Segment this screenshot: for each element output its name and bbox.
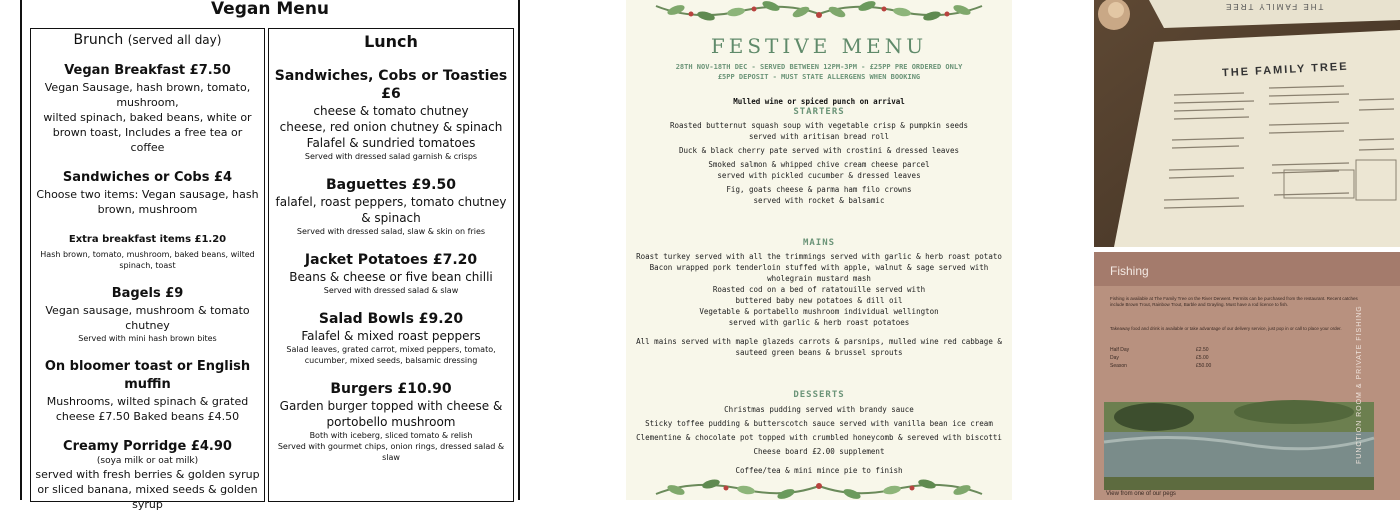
brunch-heading-note: (served all day) [127, 33, 222, 47]
price-label: Half Day [1110, 347, 1130, 353]
menu-line: Duck & black cherry pate served with crostini & dressed leaves [679, 146, 959, 155]
menu-item-bagels [35, 285, 260, 344]
menu-item-bloomer-toast [35, 358, 260, 424]
mains-heading: MAINS [802, 238, 836, 248]
item-desc: wilted spinach, baked beans, white or brown toast, Includes a free tea or coffee [43, 111, 252, 154]
menu-photo-illustration [1094, 0, 1400, 247]
desserts-heading: DESSERTS [793, 390, 845, 400]
flipped-menu-title: THE FAMILY TREE [1224, 2, 1324, 11]
item-note: Hash brown, tomato, mushroom, baked beans, wilted spinach, toast [40, 250, 255, 270]
menu-item-jacket-potatoes [273, 251, 509, 296]
festive-menu [626, 0, 1012, 500]
price-label: Day [1110, 355, 1119, 361]
lunch-column [268, 28, 514, 502]
fishing-paragraph-2: Takeaway food and drink is available or take advantage of our delivery service, just pop in or call to place your order. [1110, 326, 1342, 331]
menu-line: Sticky toffee pudding & butterscotch sauce served with vanilla bean ice cream [645, 419, 993, 428]
price-value: £50.00 [1196, 363, 1212, 369]
menu-line: Smoked salmon & whipped chive cream cheese parcel [708, 160, 930, 169]
menu-line: Vegetable & portabello mushroom individual wellington [699, 307, 939, 316]
price-row [1110, 354, 1250, 362]
fishing-photo-illustration [1094, 252, 1400, 500]
item-title: Extra breakfast items £1.20 [68, 234, 227, 245]
price-row [1110, 362, 1250, 370]
item-desc: cheese & tomato chutney [313, 104, 469, 118]
fishing-paragraph: Fishing is available at The Family Tree on the River Derwent. Permits can be purchased from the restaurant. Recent catches include Brown Trout, Rainbow Trout, Barble and Grayling. Must have a rod licence to fish. [1110, 296, 1358, 307]
item-note: Both with iceberg, sliced tomato & relish [309, 431, 473, 440]
menu-line: buttered baby new potatoes & dill oil [735, 296, 903, 305]
menu-item-porridge [35, 438, 260, 512]
item-title: Burgers £10.90 [330, 381, 452, 397]
item-title: Creamy Porridge £4.90 [63, 439, 232, 454]
menu-item-sandwiches [35, 169, 260, 217]
festive-desserts [626, 390, 1012, 476]
item-title: Baguettes £9.50 [326, 177, 456, 193]
menu-line: sauteed green beans & brussel sprouts [735, 348, 903, 357]
holly-garland-bottom [626, 470, 1012, 500]
item-title: Vegan Breakfast £7.50 [64, 63, 231, 78]
item-desc: served with fresh berries & golden syrup or sliced banana, mixed seeds & golden syrup [35, 468, 260, 511]
brunch-heading-text: Brunch [73, 32, 124, 48]
menu-line: Cheese board £2.00 supplement [753, 447, 885, 456]
item-note: Served with dressed salad & slaw [323, 286, 459, 295]
item-desc: Falafel & sundried tomatoes [306, 136, 476, 150]
fishing-price-table [1110, 346, 1250, 370]
item-note: Served with dressed salad, slaw & skin on fries [296, 227, 486, 236]
item-desc: Beans & cheese or five bean chilli [289, 270, 493, 284]
vegan-menu [20, 0, 520, 511]
item-title: Salad Bowls £9.20 [318, 311, 464, 327]
menu-item-sandwiches-cobs-toasties [273, 67, 509, 162]
photo-menu-on-table [1094, 0, 1400, 247]
item-desc: Vegan sausage, mushroom & tomato chutney [45, 304, 250, 332]
menu-line: Clementine & chocolate pot topped with crumbled honeycomb & sereved with biscotti [636, 433, 1002, 442]
item-title: On bloomer toast or English muffin [44, 359, 251, 392]
brunch-column [30, 28, 265, 511]
price-value: £2.50 [1196, 347, 1209, 353]
item-title: Bagels £9 [111, 286, 184, 301]
menu-line: Roasted butternut squash soup with vegetable crisp & pumpkin seeds [669, 121, 968, 130]
item-note: Served with mini hash brown bites [78, 334, 217, 343]
item-desc: mushroom, [116, 96, 179, 109]
item-desc: Falafel & mixed roast peppers [301, 329, 481, 343]
festive-subtitle-line: 28TH NOV-18TH DEC - SERVED BETWEEN 12PM-3PM - £25PP PRE ORDERED ONLY [675, 63, 963, 71]
festive-starters [626, 96, 1012, 206]
vegan-menu-title: Vegan Menu [210, 0, 330, 19]
menu-line: Fig, goats cheese & parma ham filo crowns [726, 185, 912, 194]
item-desc: Mushrooms, wilted spinach & grated cheese £7.50 Baked beans £4.50 [46, 395, 249, 423]
lunch-heading: Lunch [364, 32, 418, 51]
festive-title: FESTIVE MENU [710, 34, 928, 58]
menu-line: Christmas pudding served with brandy sauce [724, 405, 914, 414]
menu-line: served with pickled cucumber & dressed leaves [717, 171, 921, 180]
festive-subtitle [626, 62, 1012, 82]
item-desc: Garden burger topped with cheese & portobello mushroom [279, 399, 503, 429]
price-value: £5.00 [1196, 355, 1209, 361]
menu-line: Coffee/tea & mini mince pie to finish [735, 466, 903, 475]
item-desc: Vegan Sausage, hash brown, tomato, [44, 81, 251, 94]
item-note: Served with gourmet chips, onion rings, dressed salad & slaw [277, 442, 505, 462]
menu-line: served with aritisan bread roll [749, 132, 889, 141]
menu-line: Bacon wrapped pork tenderloin stuffed with apple, walnut & sage served with [649, 263, 989, 272]
fishing-heading: Fishing [1110, 264, 1149, 278]
menu-item-burgers [273, 380, 509, 463]
photo-fishing-leaflet [1094, 252, 1400, 500]
menu-line: Roast turkey served with all the trimmings served with garlic & herb roast potato [636, 252, 1002, 261]
menu-line: All mains served with maple glazeds carrots & parsnips, mulled wine red cabbage & [636, 337, 1002, 346]
family-tree-menu-title: THE FAMILY TREE [1221, 60, 1349, 80]
item-desc: Choose two items: Vegan sausage, hash brown, mushroom [36, 188, 259, 216]
menu-line: wholegrain mustard mash [767, 274, 871, 283]
item-desc: cheese, red onion chutney & spinach [279, 120, 503, 134]
item-note: Salad leaves, grated carrot, mixed peppers, tomato, cucumber, mixed seeds, balsamic dressing [286, 345, 496, 365]
item-desc: falafel, roast peppers, tomato chutney & spinach [275, 195, 507, 225]
function-room-side-text: FUNCTION ROOM & PRIVATE FISHING [1356, 305, 1363, 464]
price-label: Season [1110, 363, 1127, 369]
menu-line: served with garlic & herb roast potatoes [728, 318, 910, 327]
menu-item-baguettes [273, 176, 509, 237]
item-title: Jacket Potatoes £7.20 [304, 252, 478, 268]
menu-line: Roasted cod on a bed of ratatouille served with [712, 285, 926, 294]
item-note: (soya milk or oat milk) [96, 456, 199, 466]
festive-mains [626, 238, 1012, 358]
starters-heading: STARTERS [793, 107, 845, 117]
price-row [1110, 346, 1250, 354]
festive-subtitle-line: £5PP DEPOSIT - MUST STATE ALLERGENS WHEN BOOKING [717, 73, 921, 81]
menu-line: served with rocket & balsamic [753, 196, 885, 205]
item-title: Sandwiches or Cobs £4 [62, 170, 233, 185]
arrival-drink: Mulled wine or spiced punch on arrival [733, 97, 905, 106]
item-note: Served with dressed salad garnish & crisps [304, 152, 478, 161]
menu-item-vegan-breakfast [35, 62, 260, 155]
holly-garland-top [626, 0, 1012, 30]
menu-item-salad-bowls [273, 310, 509, 366]
fishing-photo-caption: View from one of our pegs [1106, 491, 1176, 497]
menu-item-extra-breakfast [35, 231, 260, 271]
brunch-heading [35, 32, 260, 48]
item-title: Sandwiches, Cobs or Toasties £6 [274, 68, 508, 102]
